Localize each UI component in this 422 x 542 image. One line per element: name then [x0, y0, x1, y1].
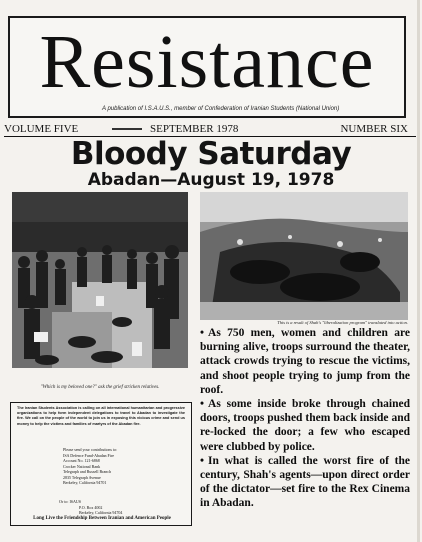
appeal-box: [10, 402, 192, 526]
story-column: [200, 326, 410, 511]
contribution-line: Account No. 121-6868: [63, 458, 100, 463]
issue-number: NUMBER SIX: [340, 123, 408, 135]
page-edge: [417, 0, 420, 542]
contribution-line: 2835 Telegraph Avenue: [63, 474, 101, 480]
crowd-photo-image: [12, 192, 188, 368]
story-bullet: • As some inside broke through chained doors, troops pushed them back inside and re-locked the door; a few who escaped were clubbed by police.: [200, 397, 410, 454]
contribution-line: Berkeley, California 94701: [63, 480, 107, 485]
fire-aftermath-photo: [200, 192, 408, 320]
alternate-address: [59, 499, 122, 516]
fire-aftermath-image: [200, 192, 408, 320]
divider-dash: [112, 128, 142, 130]
appeal-text: The Iranian Students Association is calling on all international humanitarian and progressive organizations to help form independent delegations to travel to Abadan to investigate the fire. We call on the people of the world to join us in exposing this vicious crime and send us money to help the victims and families of martyrs of the Abadan fire.: [17, 406, 185, 426]
publication-title: Resistance: [39, 20, 375, 104]
sub-headline: Abadan—August 19, 1978: [87, 170, 335, 190]
contribution-line: ISA Defence Fund-Abadan Fire: [63, 452, 114, 458]
fire-photo-caption: This is a result of Shah's "liberalization program" translated into action.: [277, 320, 408, 325]
issue-bar: [4, 122, 416, 137]
contribution-line: Telegraph and Russell Branch: [63, 469, 112, 474]
alternate-address-line: P.O. Box 4002: [79, 504, 103, 510]
main-headline: Bloody Saturday: [70, 136, 352, 172]
friendship-slogan: Long Live the Friendship Between Iranian and American People: [33, 516, 171, 521]
alternate-address-line: Or to: ISAUS: [59, 499, 82, 504]
contribution-address: [63, 447, 117, 486]
publication-subtitle: A publication of I.S.A.U.S., member of Confederation of Iranian Students (National Union): [102, 106, 340, 112]
contribution-line: Please send your contributions to:: [63, 447, 118, 452]
contribution-line: Crocker National Bank: [63, 463, 101, 469]
masthead: [8, 16, 406, 118]
crowd-photo: [12, 192, 188, 368]
alternate-address-line: Berkeley, California 94704: [79, 510, 123, 515]
crowd-photo-caption: "Which is my beloved one?" ask the grief stricken relatives.: [40, 385, 160, 390]
issue-date: SEPTEMBER 1978: [150, 123, 239, 135]
story-bullet: • In what is called the worst fire of the century, Shah's agents—upon direct order of the dictator—set fire to the Rex Cinema in Abadan.: [200, 454, 410, 511]
story-bullet: • As 750 men, women and children are burning alive, troops surround the theater, attack crowds trying to rescue the victims, and shoot people trying to jump from the roof.: [200, 326, 410, 397]
volume-label: VOLUME FIVE: [4, 123, 79, 135]
